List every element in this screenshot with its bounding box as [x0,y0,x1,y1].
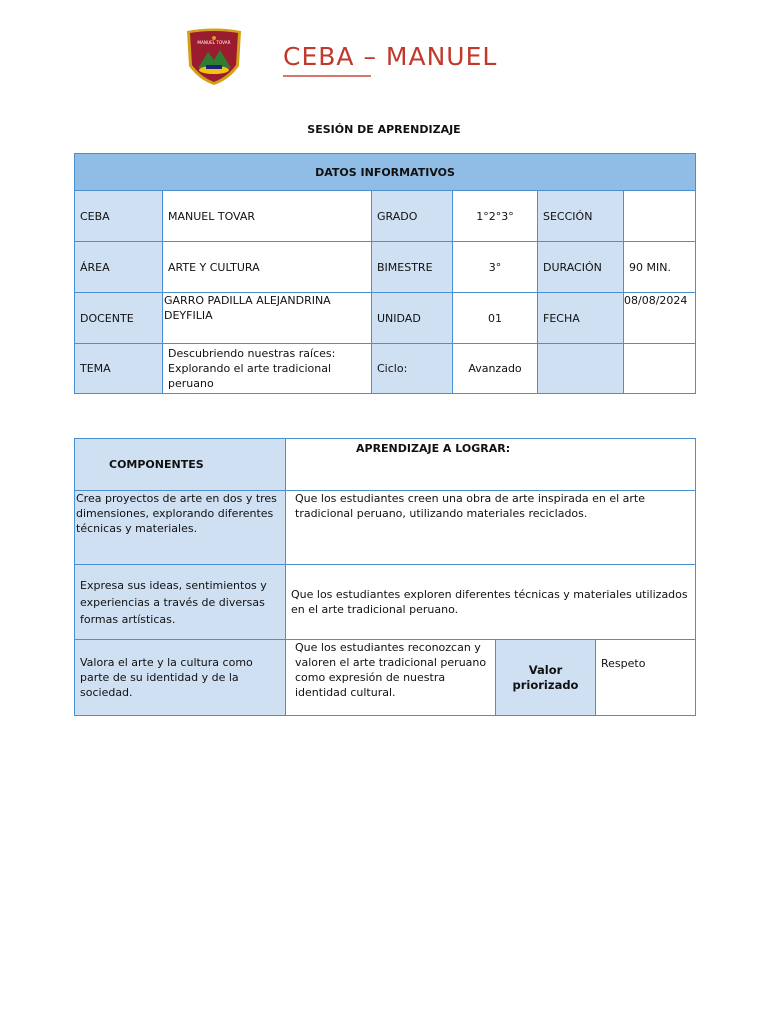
tema-label: TEMA [75,344,163,394]
component-3: Valora el arte y la cultura como parte de su identidad y de la sociedad. [75,640,286,716]
valor-priorizado-label: Valor priorizado [496,640,596,716]
bimestre-label: BIMESTRE [372,242,453,293]
area-value: ARTE Y CULTURA [163,242,372,293]
session-title: SESIÓN DE APRENDIZAJE [307,123,461,136]
info-table-header: DATOS INFORMATIVOS [75,154,696,191]
learning-1: Que los estudiantes creen una obra de arte inspirada en el arte tradicional peruano, utilizando materiales reciclados. [286,491,696,565]
title-clipped-remainder [283,74,383,77]
info-table [74,153,696,394]
component-2: Expresa sus ideas, sentimientos y experiencias a través de diversas formas artísticas. [75,565,286,640]
tema-extra-value [624,344,696,394]
ceba-value: MANUEL TOVAR [163,191,372,242]
school-crest-logo [184,28,244,86]
fecha-value: 08/08/2024 [624,293,696,344]
unidad-label: UNIDAD [372,293,453,344]
learning-2: Que los estudiantes exploren diferentes técnicas y materiales utilizados en el arte tradicional peruano. [286,565,696,640]
seccion-label: SECCIÓN [538,191,624,242]
docente-value: GARRO PADILLA ALEJANDRINA DEYFILIA [163,293,372,344]
unidad-value: 01 [453,293,538,344]
learning-table [74,438,696,716]
bimestre-value: 3° [453,242,538,293]
svg-text:MANUEL TOVAR: MANUEL TOVAR [197,40,231,45]
document-title: CEBA – MANUEL [283,42,498,71]
document-title-container [283,40,523,74]
grado-value: 1°2°3° [453,191,538,242]
fecha-label: FECHA [538,293,624,344]
ceba-label: CEBA [75,191,163,242]
learning-3: Que los estudiantes reconozcan y valoren el arte tradicional peruano como expresión de nuestra identidad cultural. [286,640,496,716]
componentes-header: COMPONENTES [75,439,286,491]
component-1: Crea proyectos de arte en dos y tres dimensiones, explorando diferentes técnicas y materiales. [75,491,286,565]
duracion-label: DURACIÓN [538,242,624,293]
valor-priorizado-value: Respeto [596,640,696,716]
seccion-value [624,191,696,242]
ciclo-value: Avanzado [453,344,538,394]
docente-label: DOCENTE [75,293,163,344]
aprendizaje-header: APRENDIZAJE A LOGRAR: [286,439,696,491]
tema-value: Descubriendo nuestras raíces: Explorando el arte tradicional peruano [163,344,372,394]
grado-label: GRADO [372,191,453,242]
area-label: ÁREA [75,242,163,293]
ciclo-label: Ciclo: [372,344,453,394]
tema-extra-cell [538,344,624,394]
duracion-value: 90 MIN. [624,242,696,293]
